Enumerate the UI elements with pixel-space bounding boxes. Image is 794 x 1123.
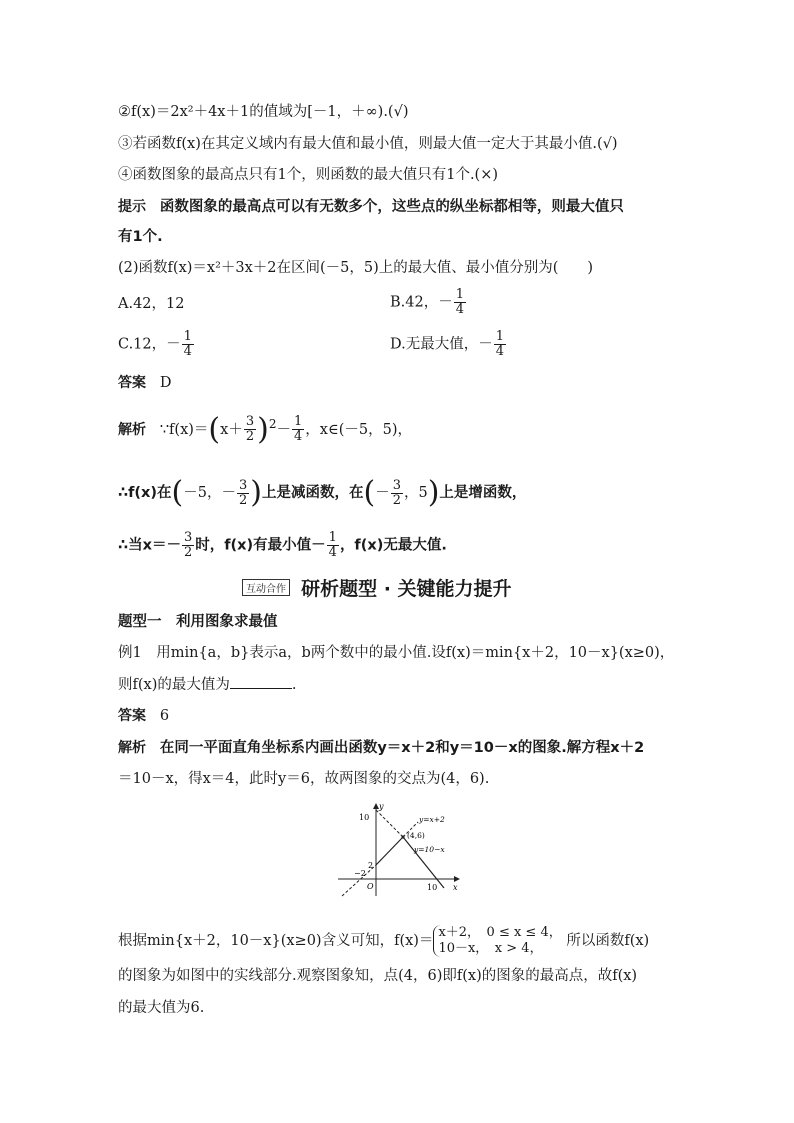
option-c — [118, 330, 195, 359]
section-title: 研析题型 · 关键能力提升 — [301, 578, 512, 600]
hint-line-1 — [118, 197, 624, 217]
type-1-title: 题型一 利用图象求最值 — [118, 614, 278, 630]
hint-text-1: 函数图象的最高点可以有无数多个，这些点的纵坐标都相等，则最大值只 — [159, 199, 624, 215]
item-2: ②f(x)＝2x²＋4x＋1的值域为[－1，＋∞).(√) — [118, 104, 409, 120]
analysis-label: 解析 — [118, 740, 146, 756]
answer-label: 答案 — [118, 708, 146, 724]
conclusion-line-3: 的最大值为6. — [118, 1000, 205, 1016]
answer-blank — [230, 674, 292, 689]
y-tick-10: 10 — [359, 813, 370, 822]
function-graph — [334, 800, 466, 900]
answer-value: 6 — [159, 708, 170, 724]
x-axis-arrow — [454, 876, 460, 882]
answer-value: D — [159, 375, 172, 391]
option-a: A.42，12 — [118, 296, 185, 312]
x-tick-minus-2: −2 — [354, 869, 366, 878]
analysis-1-line-2: ∴f(x)在(－5，－ $\frac{3}{2}$ )上是减函数，在(－ $\frac{3}{2}$ ，5)上是增函数， — [118, 475, 527, 510]
analysis-2-line-1: 解析 在同一平面直角坐标系内画出函数y＝x＋2和y＝10－x的图象.解方程x＋2 — [118, 740, 645, 756]
answer-1 — [118, 373, 171, 393]
example-1-line-2: 则f(x)的最大值为 . — [118, 674, 296, 695]
point-label: (4,6) — [407, 831, 425, 840]
y-tick-2: 2 — [368, 861, 374, 870]
hint-label: 提示 — [118, 199, 146, 215]
line-label-x-plus-2: y=x+2 — [419, 815, 445, 824]
intersection-point — [401, 835, 404, 838]
fraction: $\frac{1}{4}$ — [495, 329, 504, 359]
item-4: ④函数图象的最高点只有1个，则函数的最大值只有1个.(×) — [118, 167, 499, 183]
x-axis-label: x — [453, 883, 458, 892]
conclusion-line-2: 的图象为如图中的实线部分.观察图象知，点(4，6)即f(x)的图象的最高点，故f(x) — [118, 968, 638, 984]
item-3: ③若函数f(x)在其定义域内有最大值和最小值，则最大值一定大于其最小值.(√) — [118, 136, 618, 152]
example-1-line-1: 例1 用min{a，b}表示a，b两个数中的最小值.设f(x)＝min{x＋2，10－x}(x≥0)， — [118, 645, 675, 661]
option-d — [390, 330, 507, 359]
conclusion-line-1: 根据min{x＋2，10－x}(x≥0)含义可知，f(x)＝ x＋2， 0 ≤ x ≤ 4， 10－x， x > 4， 所以函数f(x) — [118, 925, 650, 956]
option-b — [390, 288, 467, 317]
fraction: $\frac{1}{4}$ — [455, 287, 464, 317]
x-tick-10: 10 — [427, 883, 438, 892]
analysis-1-line-1: 解析 ∵f(x)＝(x＋ $\frac{3}{2}$ )$^2$－ $\frac{1}{4}$ ，x∈(－5，5)， — [118, 411, 412, 447]
line-label-10-minus-x: y=10−x — [414, 845, 445, 854]
hint-line-2: 有1个. — [118, 229, 163, 245]
y-axis-label: y — [379, 802, 384, 811]
origin-label: O — [367, 882, 374, 891]
fraction: $\frac{1}{4}$ — [183, 329, 192, 359]
answer-label: 答案 — [118, 375, 146, 391]
section-heading — [242, 574, 512, 601]
option-c-text: C.12，－ — [118, 336, 181, 353]
piecewise-brace: x＋2， 0 ≤ x ≤ 4， 10－x， x > 4， — [433, 925, 561, 957]
solid-segment-x-plus-2 — [376, 837, 403, 865]
answer-2 — [118, 706, 169, 726]
option-b-text: B.42，－ — [390, 294, 453, 311]
analysis-label: 解析 — [118, 421, 146, 438]
analysis-1-line-3: ∴当x＝－ $\frac{3}{2}$ 时，f(x)有最小值－ $\frac{1}{4}$ ，f(x)无最大值. — [118, 530, 447, 560]
question-2: (2)函数f(x)＝x²＋3x＋2在区间(－5，5)上的最大值、最小值分别为( ) — [118, 260, 594, 276]
dashed-segment-10-minus-x — [376, 810, 403, 837]
section-badge: 互动合作 — [242, 579, 290, 596]
analysis-2-line-2: ＝10－x，得x＝4，此时y＝6，故两图象的交点为(4，6). — [118, 771, 490, 787]
option-d-text: D.无最大值，－ — [390, 336, 493, 353]
